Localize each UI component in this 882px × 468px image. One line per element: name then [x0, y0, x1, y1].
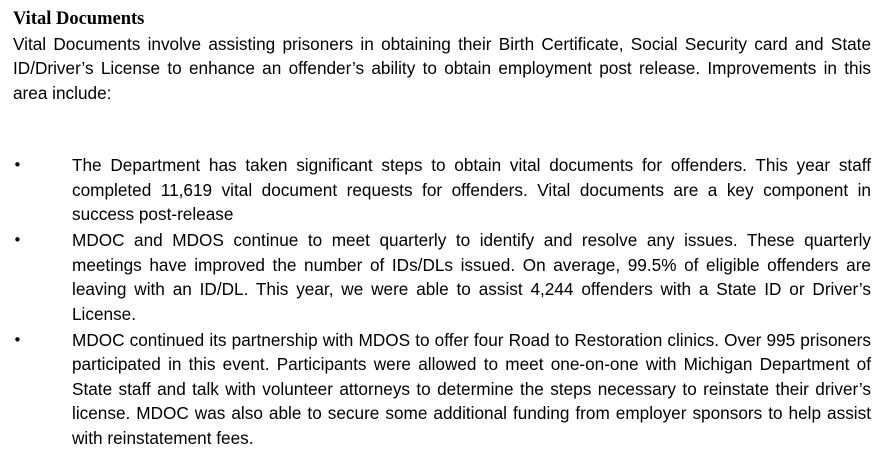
- intro-paragraph: Vital Documents involve assisting prisoners in obtaining their Birth Certificate, Social Security card and State ID/Driver’s License to enhance an offender’s ability to obtain employment post release. Improvements in this area include:: [13, 34, 871, 103]
- section-heading: Vital Documents: [13, 9, 145, 29]
- improvements-list: [13, 153, 871, 450]
- list-item-text: MDOC continued its partnership with MDOS to offer four Road to Restoration clinics. Over 995 prisoners participated in this event. Participants were allowed to meet one-on-one with Michigan Department of State staff and talk with volunteer attorneys to determine the steps necessary to reinstate their driver’s license. MDOC was also able to secure some additional funding from employer sponsors to help assist with reinstatement fees.: [72, 330, 871, 448]
- list-item-text: MDOC and MDOS continue to meet quarterly to identify and resolve any issues. These quarterly meetings have improved the number of IDs/DLs issued. On average, 99.5% of eligible offenders are leaving with an ID/DL. This year, we were able to assist 4,244 offenders with a State ID or Driver’s License.: [72, 230, 871, 324]
- list-item: [13, 328, 871, 450]
- document-page: [13, 8, 871, 452]
- list-item: [13, 153, 871, 226]
- bullet-icon: •: [13, 156, 22, 175]
- list-item: [13, 228, 871, 326]
- list-item-text: The Department has taken significant steps to obtain vital documents for offenders. This year staff completed 11,619 vital document requests for offenders. Vital documents are a key component in success post-release: [72, 155, 871, 225]
- bullet-icon: •: [13, 331, 22, 350]
- bullet-icon: •: [13, 231, 22, 250]
